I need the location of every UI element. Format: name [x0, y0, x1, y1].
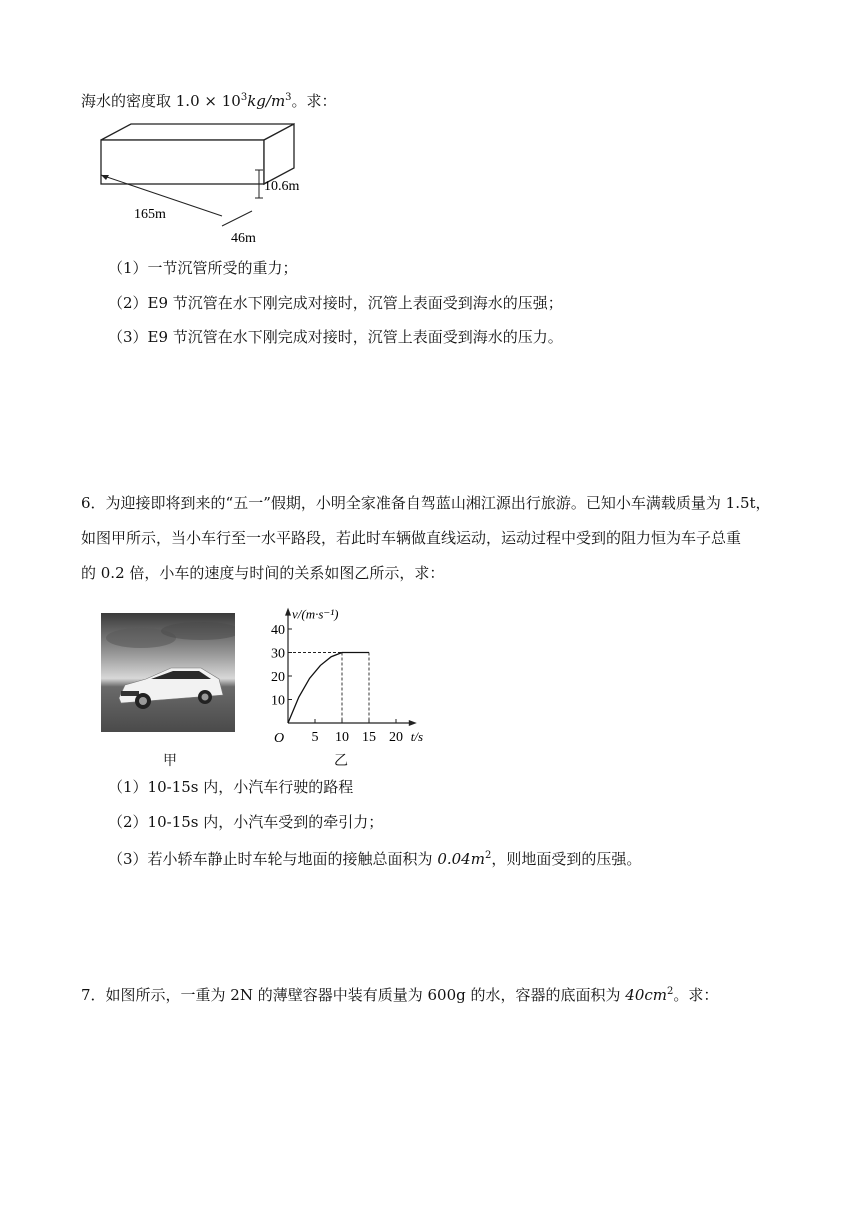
y-axis-arrow	[285, 608, 291, 616]
height-label: 10.6m	[264, 179, 300, 194]
width-label: 46m	[231, 231, 256, 246]
length-label: 165m	[134, 207, 166, 222]
q5-sub1: （1）一节沉管所受的重力；	[108, 259, 298, 277]
q6-line3: 的 0.2 倍，小车的速度与时间的关系如图乙所示，求：	[81, 564, 445, 582]
y-tick-label: 20	[271, 670, 285, 685]
q7-line1-pre: 7．如图所示，一重为 2N 的薄壁容器中装有质量为 600g 的水，容器的底面积为	[81, 986, 626, 1004]
velocity-time-chart	[268, 586, 438, 751]
velocity-curve	[288, 653, 369, 724]
y-tick-label: 30	[271, 646, 285, 662]
x-axis-label: t/s	[410, 729, 424, 744]
q5-intro-text: 海水的密度取 1.0 × 10	[81, 92, 241, 110]
q6-sub3-math: 0.04m	[437, 850, 485, 868]
y-tick-label: 10	[271, 693, 285, 709]
q6-sub3	[108, 846, 641, 869]
q6-sub3-pre: （3）若小轿车静止时车轮与地面的接触总面积为	[108, 850, 438, 868]
q7-line1-post: 。求：	[673, 986, 719, 1004]
graph-caption: 乙	[334, 753, 348, 769]
q5-intro-exp: 3	[240, 92, 248, 103]
x-tick-label: 20	[389, 730, 403, 745]
q5-intro-tail: 。求：	[291, 92, 337, 110]
q7-line1	[81, 982, 718, 1005]
q5-sub3: （3）E9 节沉管在水下刚完成对接时，沉管上表面受到海水的压力。	[108, 328, 563, 346]
q5-intro-unit: kg/m	[247, 92, 286, 110]
q6-line1: 6．为迎接即将到来的“五一”假期，小明全家准备自驾蓝山湘江源出行旅游。已知小车满载质量为 1.5t，	[81, 494, 771, 512]
y-tick-label: 40	[271, 623, 285, 638]
q5-intro-unit-exp: 3	[285, 92, 292, 103]
x-tick-label: 15	[362, 730, 376, 745]
x-tick-label: 5	[311, 730, 319, 745]
q7-line1-math: 40cm	[625, 986, 668, 1004]
x-axis-arrow	[409, 720, 417, 726]
q6-sub3-post: ，则地面受到的压强。	[491, 850, 642, 868]
car-photo	[101, 613, 235, 732]
q5-sub2: （2）E9 节沉管在水下刚完成对接时，沉管上表面受到海水的压强；	[108, 294, 563, 312]
x-tick-label: 10	[335, 730, 349, 745]
q6-sub3-exp: 2	[484, 850, 492, 861]
q6-sub2: （2）10-15s 内，小汽车受到的牵引力；	[108, 813, 384, 831]
q6-sub1: （1）10-15s 内，小汽车行驶的路程	[108, 778, 354, 796]
q6-line2: 如图甲所示，当小车行至一水平路段，若此时车辆做直线运动，运动过程中受到的阻力恒为车子总重	[81, 529, 742, 547]
photo-caption: 甲	[163, 753, 177, 769]
tunnel-box-figure	[94, 118, 314, 248]
origin-label: O	[274, 731, 285, 746]
q7-line1-exp: 2	[667, 986, 674, 997]
q5-intro-line	[81, 88, 337, 111]
y-axis-label: v/(m·s⁻¹)	[292, 606, 339, 622]
